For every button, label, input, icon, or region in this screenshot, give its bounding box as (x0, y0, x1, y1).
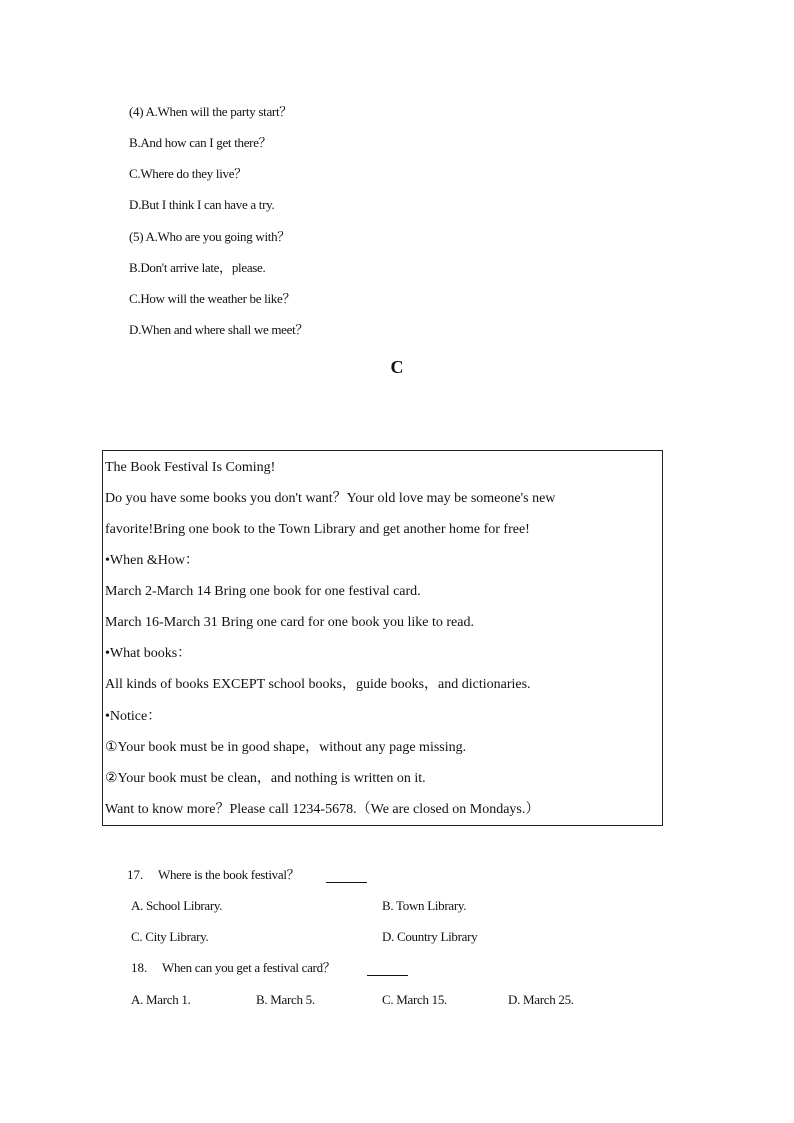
question-18-number: 18. (131, 960, 148, 975)
notice-when-1: March 2-March 14 Bring one book for one festival card. (105, 584, 421, 599)
notice-when-heading: •When &How： (105, 553, 199, 568)
notice-notice-heading: •Notice： (105, 709, 162, 724)
section-c-title: C (390, 357, 404, 377)
q4-option-a: (4) A.When will the party start？ (129, 104, 292, 119)
question-18-option-a: A. March 1. (131, 992, 191, 1007)
notice-what-heading: •What books： (105, 646, 192, 661)
notice-rule-2: ②Your book must be clean，and nothing is written on it. (105, 771, 426, 786)
question-18-option-b: B. March 5. (256, 992, 315, 1007)
question-18-option-c: C. March 15. (382, 992, 447, 1007)
question-18-text: When can you get a festival card？ (162, 960, 336, 975)
q4-option-d: D.But I think I can have a try. (129, 197, 275, 212)
q5-option-a: (5) A.Who are you going with？ (129, 229, 290, 244)
notice-title: The Book Festival Is Coming! (105, 460, 276, 475)
q4-option-c: C.Where do they live？ (129, 166, 247, 181)
q4-option-b: B.And how can I get there？ (129, 135, 272, 150)
q5-option-c: C.How will the weather be like？ (129, 291, 296, 306)
notice-intro-1: Do you have some books you don't want？Your old love may be someone's new (105, 491, 556, 506)
question-17-text: Where is the book festival？ (158, 867, 300, 882)
notice-what-1: All kinds of books EXCEPT school books，guide books，and dictionaries. (105, 677, 531, 692)
q5-option-d: D.When and where shall we meet？ (129, 322, 309, 337)
notice-contact: Want to know more？Please call 1234-5678.（We are closed on Mondays.） (105, 802, 540, 817)
question-17-option-b: B. Town Library. (382, 898, 467, 913)
notice-intro-2: favorite!Bring one book to the Town Library and get another home for free! (105, 522, 530, 537)
notice-when-2: March 16-March 31 Bring one card for one book you like to read. (105, 615, 474, 630)
question-18-option-d: D. March 25. (508, 992, 574, 1007)
question-17-option-a: A. School Library. (131, 898, 223, 913)
question-17-answer-blank[interactable] (326, 882, 367, 883)
notice-rule-1: ①Your book must be in good shape，without any page missing. (105, 740, 467, 755)
q5-option-b: B.Don't arrive late，please. (129, 260, 266, 275)
question-18-answer-blank[interactable] (367, 975, 408, 976)
notice-box (102, 450, 663, 826)
question-17-option-c: C. City Library. (131, 929, 209, 944)
question-17-number: 17. (127, 867, 144, 882)
question-17-option-d: D. Country Library (382, 929, 478, 944)
